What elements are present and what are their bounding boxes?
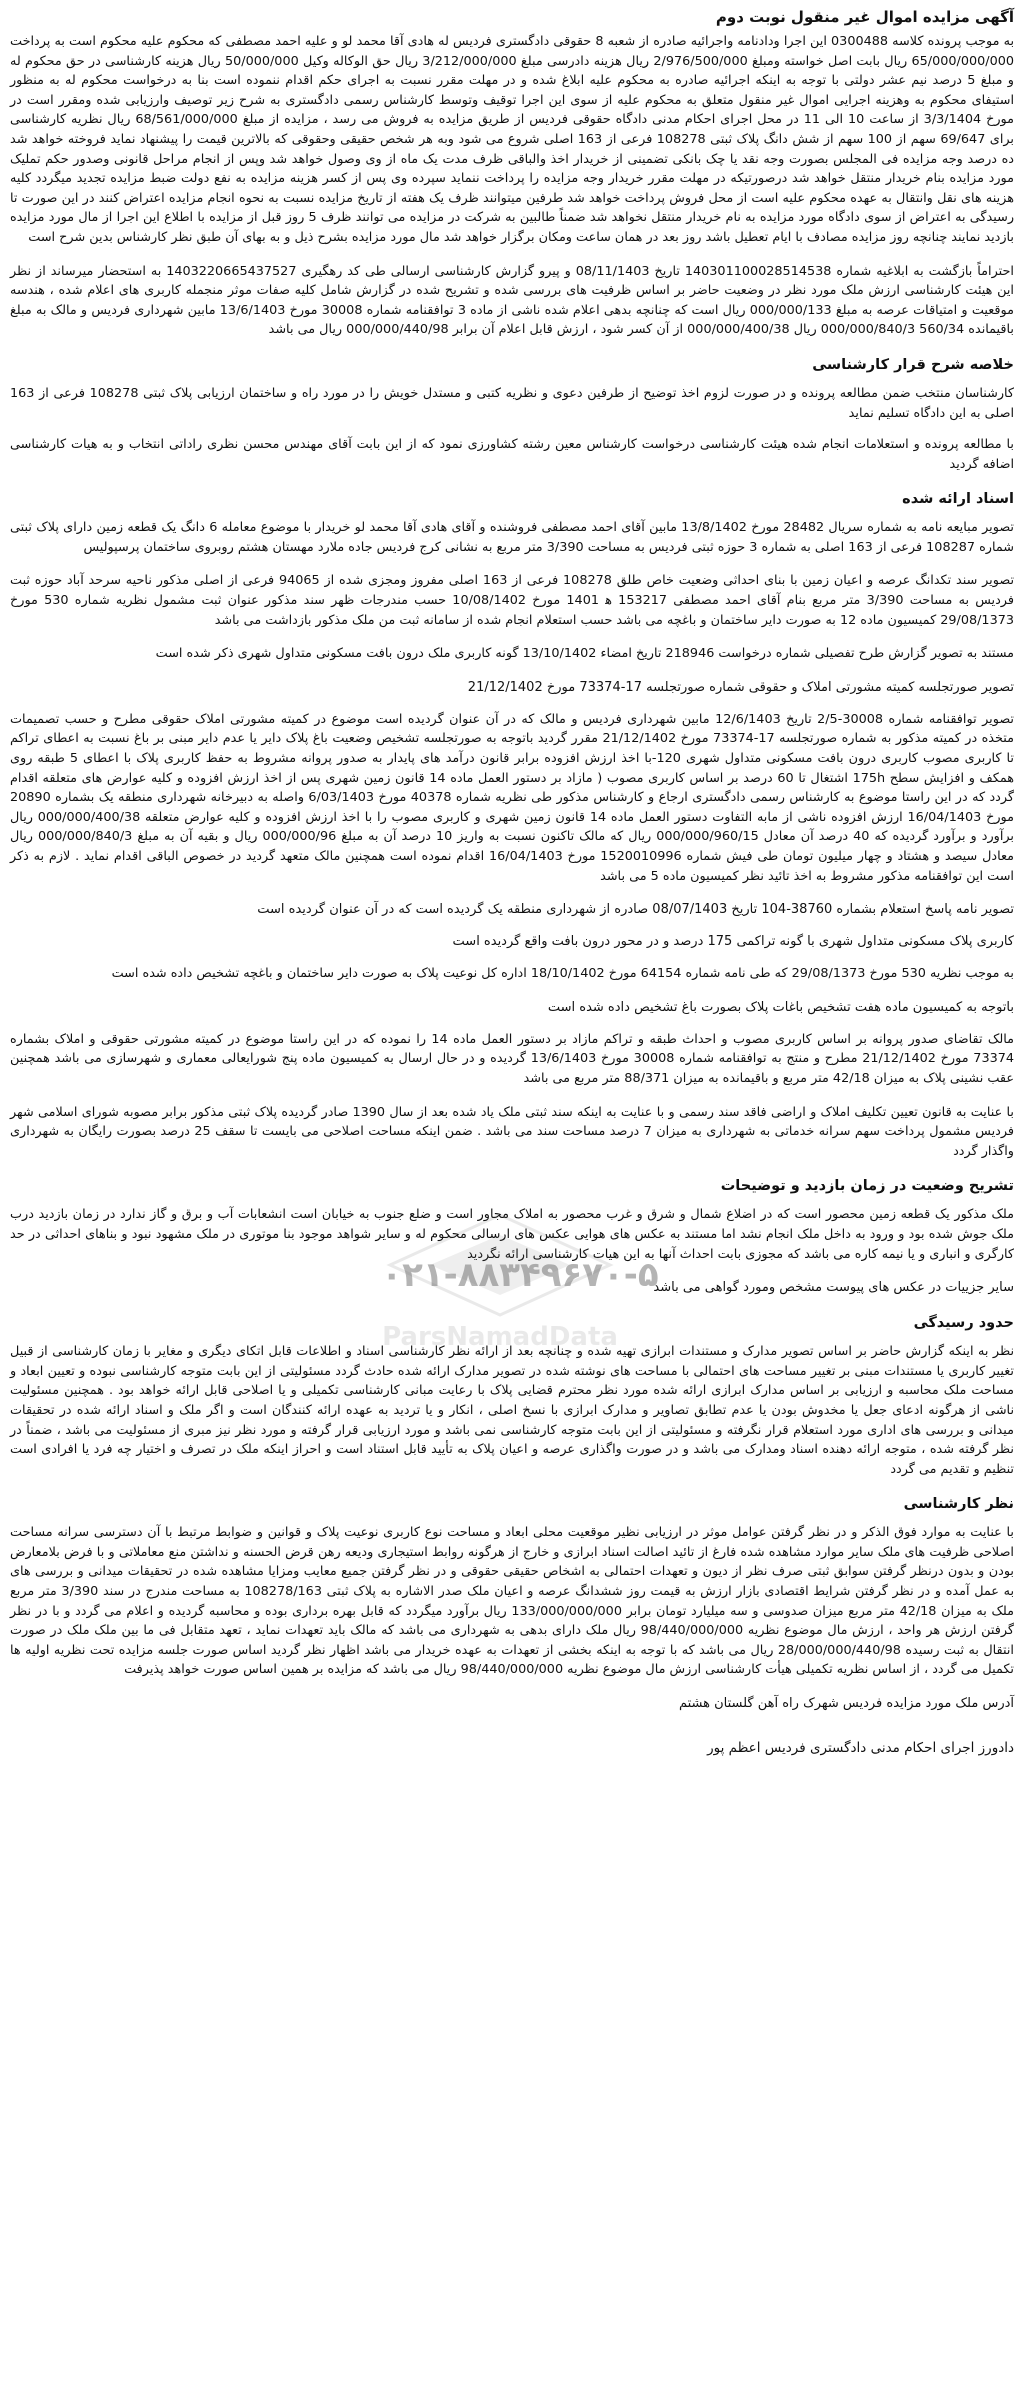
summary-paragraph: کارشناسان منتخب ضمن مطالعه پرونده و در صورت لزوم اخذ توضیح از طرفین دعوی و نظریه کتبی و مستدل خویش را در مورد راه و ساختمان ارزیابی پلاک ثبتی 108278 فرعی از 163 اصلی به این دادگاه تسلیم نماید — [10, 385, 1014, 421]
committee-paragraph: تصویر صورتجلسه کمیته مشورتی املاک و حقوقی شماره صورتجلسه 17-73374 مورخ 21/12/1402 — [467, 679, 1014, 695]
agreement-paragraph: تصویر توافقنامه شماره 30008-2/5 تاریخ 12/6/1403 مابین شهرداری فردیس و مالک که در آن عنوان گردیده است موضوع در کمیته مشورتی املاک حقوقی مطرح و حسب تصمیمات متخذه در کمیته مذکور به شماره صورتجلسه 17-73374 مورخ 21/12/1402 مقرر گردید باتوجه به صورتجلسه تشخیص وضعیت باغ پلاک دایر یا عدم دایر مبنی بر باغ نسبت به اعطای تراکم تا کاربری مصوب کاربری درون بافت مسکونی متداول شهری 120-با اخذ ارزش افزوده برابر قانون درآمد های پایدار به صدور پروانه مشروط به حفظ کاربری پلاک با اعطای 5 طبقه روی همکف و افزایش سطح 175h اشتغال تا 60 درصد بر اساس کاربری مصوب ( مازاد بر دستور العمل ماده 14 قانون زمین شهری پس از اخذ ارزش افزوده و کلیه عوارض های متعلقه اقدام گردد که در این راستا موضوع به کارشناس رسمی دادگستری ارجاع و کارشناس مذکور طی نظریه شماره 40378 مورخ 6/03/1403 واصله به دبیرخانه شهرداری منطقه یک بشماره 20890 مورخ 16/04/1403 ارزش افزوده ناشی از مابه التفاوت دستور العمل ماده 14 قانون زمین شهری و کاربری مصوب را با اخذ ارزش افزوده و کلیه عوارض متعلقه 000/000/400/38 ریال برآورد و برآورد گردیده که 40 درصد آن معادل 000/000/960/15 ریال که مالک تاکنون نسبت به واریز 10 درصد آن به مبلغ 000/000/96 ریال و بقیه آن به مبلغ 000/000/840/3 ریال معادل سیصد و هشتاد و چهار میلیون تومان طی فیش شماره 1520010996 مورخ 16/04/1403 اقدام نموده است همچنین مالک متعهد گردید در خصوص الباقی اقدام نماید . لازم به ذکر است این توافقنامه مذکور مشروط به اخذ تائید نظر کمیسیون ماده 5 می باشد — [10, 711, 1015, 884]
landuse-paragraph: کاربری پلاک مسکونی متداول شهری با گونه تراکمی 175 درصد و در محور درون بافت واقع گردیده است — [452, 934, 1014, 950]
permit-request-paragraph: مالک تقاضای صدور پروانه بر اساس کاربری مصوب و احداث طبقه و تراکم مازاد بر دستور العمل ماده 14 را نموده که در این راستا موضوع در کمیته مشورتی حقوقی و املاک بشماره 73374 مورخ 21/12/1402 مطرح و منتج به توافقنامه شماره 30008 مورخ 13/6/1403 گردیده و در حال ارسال به کمیسیون ماده پنج شورایعالی معماری و شهرسازی می باشد همچنین عقب نشینی پلاک به میزان 42/18 متر مربع و باقیمانده به میزان 88/371 متر مربع می باشد — [10, 1031, 1015, 1086]
opinion-paragraph: با عنایت به موارد فوق الذکر و در نظر گرفتن عوامل موثر در ارزیابی نظیر موقعیت محلی ابعاد و مساحت نوع کاربری نوعیت پلاک و قوانین و ضوابط مرتبط با آن دسترسی سرانه مساحت اصلاحی ظرفیت های ملک سایر موارد مشاهده شده فارغ از تائید اصالت اسناد ابرازی و خارج از هرگونه روابط استیجاری ودیعه رهن قرض الحسنه و نداشتن منع معاملاتی و با فرض بلامعارض بودن و بدون درنظر گرفتن سوابق ثبتی صرف نظر از دیون و تعهدات احتمالی به اشخاص حقیقی حقوقی و در نظر گرفتن جمیع معایب ومزایا مشاهده شده در تحقیقات میدانی و بررسی های به عمل آمده و در نظر گرفتن شرایط اقتصادی بازار ارزش به قیمت روز ششدانگ عرصه و اعیان ملک صدر الاشاره به پلاک ثبتی 108278/163 به مساحت مندرج در سند 3/390 متر مربع ملک به میزان 42/18 متر مربع میزان صدوسی و سه میلیارد تومان برابر 133/000/000/000 ریال برآورد میگردد که قابل بهره برداری بوده و محاسبه گردیده و اعلام می گردد و با در نظر گرفتن ارزش هر واحد ، ارزش مال موضوع نظریه 98/440/000/000 ریال ملک دارای بدهی به شهرداری می باشد که مالک باید تعهدات نماید ، تعهد متقابل فی ما بین ملک ملک در صورت انتقال به ثبت رسیده 28/000/000/440/98 ریال می باشد که با توجه به اینکه بخشی از تعهدات به عهده خریدار می باشد اظهار نظر گردید اساس صورت جلسه مزایده تحت نظریه اولیه ها تکمیل می گردد ، از اساس نظریه تکمیلی هیأت کارشناسی ارزش مال موضوع نظریه 98/440/000/000 ریال می باشد که مزایده بر همین اساس صورت خواهد پذیرفت — [10, 1525, 1015, 1678]
inquiry-paragraph: تصویر نامه پاسخ استعلام بشماره 38760-104 تاریخ 08/07/1403 صادره از شهرداری منطقه یک گردیده است که در آن عنوان گردیده است — [257, 902, 1014, 918]
deed-paragraph: تصویر سند تکدانگ عرصه و اعیان زمین با بنای احداثی وضعیت خاص طلق 108278 فرعی از 163 اصلی مفروز ومجزی شده از 94065 فرعی از اصلی مذکور ناحیه سرحد آباد حوزه ثبت فردیس به مساحت 3/390 متر مربع بنام آقای احمد مصطفی 153217 ه‍ 1401 مورخ 10/08/1402 حسب مندرجات ظهر سند مذکور عنوان ثبت مشمول نظریه شماره 530 مورخ 29/08/1373 کمیسیون ماده 12 به صورت دایر ساختمان و باغچه می باشد حسب استعلام انجام شده از سامانه ثبت من ملک مذکور بازداشت می باشد — [10, 573, 1015, 628]
section-title-visit: تشریح وضعیت در زمان بازدید و توضیحات — [720, 1178, 1014, 1195]
page-title: آگهی مزایده اموال غیر منقول نوبت دوم — [715, 8, 1014, 26]
garden-commission-paragraph: باتوجه به کمیسیون ماده هفت تشخیص باغات پلاک بصورت باغ تشخیص داده شده است — [547, 999, 1014, 1015]
section-title-summary: خلاصه شرح قرار کارشناسی — [812, 356, 1014, 373]
section-title-documents: اسناد ارائه شده — [902, 491, 1014, 508]
photos-paragraph: سایر جزییات در عکس های پیوست مشخص ومورد گواهی می باشد — [653, 1280, 1014, 1296]
watermark-phone: ۰۲۱-۸۸۳۴۹۶۷۰-۵ — [381, 1255, 659, 1295]
visit-paragraph: ملک مذکور یک قطعه زمین محصور است که در اضلاع شمال و شرق و غرب محصور به املاک مجاور است و ضلع جنوب به خیابان است انشعابات آب و برق و گاز ندارد در زمان بازدید درب ملک جوش شده بود و ورود به داخل ملک انجام نشد اما مستند به عکس های هوایی عکس های ارسالی محکوم له و سایر شواهد موجود بنا موتوری در ملک مشهود نبود و بناهای احداثی در حد کارگری و انباری و یا نیمه کاره می باشد که مجوزی بابت احداث آنها به این هیات کارشناسی ارائه نگردید — [10, 1207, 1014, 1262]
expert-report-paragraph: احتراماً بازگشت به ابلاغیه شماره 140301100028514538 تاریخ 08/11/1403 و پیرو گزارش کارشناسی ارسالی طی کد رهگیری 1403220665437527 به استحضار میرساند از نظر این هیئت کارشناسی ارزش ملک مورد نظر در وضعیت حاضر بر اساس ظرفیت های بررسی شده و تشریح شده در گزارش شامل کلیه صفات موثر منجمله کاربری های اعلام شده ، هندسه موقعیت و امتیاقات عرصه به مبلغ 000/000/133 ریال است که چنانچه بدهی اعلام شده ناشی از ماده 3 توافقنامه شماره 30008 مورخ 13/6/1403 مابین شهرداری فردیس و مالک به مبلغ باقیمانده 560/34 000/000/840/3 ریال 000/000/400/38 از آن کسر شود ، ارزش قابل اعلام آن برابر 000/000/440/98 ریال می باشد — [10, 263, 1015, 338]
contract-paragraph: تصویر مبایعه نامه به شماره سریال 28482 مورخ 13/8/1402 مابین آقای احمد مصطفی فروشنده و آقای هادی آقا محمد لو خریدار با موضوع معامله 6 دانگ یک قطعه زمین دارای پلاک ثبتی شماره 108287 فرعی از 163 اصلی به شماره 3 حوزه ثبتی فردیس به مساحت 3/390 متر مربع به نشانی کرج فردیس جاده ملارد مهستان هشتم روبروی ساختمان پرسپولیس — [10, 520, 1014, 555]
law-paragraph: با عنایت به قانون تعیین تکلیف املاک و اراضی فاقد سند رسمی و با عنایت به اینکه سند ثبتی ملک یاد شده بعد از سال 1390 صادر گردیده پلاک ثبتی مذکور برابر مصوبه شورای اسلامی شهر فردیس مشمول پرداخت سهم سرانه خدماتی به شهرداری به میزان 7 درصد مساحت سند می باشد . ضمن اینکه مساحت اصلاحی می بایست تا سقف 25 درصد بصورت رایگان به شهرداری واگذار گردد — [10, 1104, 1015, 1159]
opinion-530-paragraph: به موجب نظریه 530 مورخ 29/08/1373 که طی نامه شماره 64154 مورخ 18/10/1402 اداره کل نوعیت پلاک به صورت دایر ساختمان و باغچه تشخیص داده شده است — [111, 966, 1014, 982]
address-paragraph: آدرس ملک مورد مزایده فردیس شهرک راه آهن گلستان هشتم — [678, 1696, 1014, 1712]
signature: دادورز اجرای احکام مدنی دادگستری فردیس اعظم پور — [707, 1740, 1014, 1757]
review-paragraph: با مطالعه پرونده و استعلامات انجام شده هیئت کارشناسی درخواست کارشناس معین رشته کشاورزی نمود که از این بابت آقای مهندس محسن نظری راداتی انتخاب و به هیات کارشناسی اضافه گردید — [10, 437, 1014, 472]
plan-paragraph: مستند به تصویر گزارش طرح تفصیلی شماره درخواست 218946 تاریخ امضاء 13/10/1402 گونه کاربری ملک درون بافت مسکونی متداول شهری ذکر شده است — [155, 646, 1014, 662]
section-title-limits: حدود رسیدگی — [913, 1315, 1014, 1332]
section-title-opinion: نظر کارشناسی — [903, 1496, 1014, 1513]
intro-paragraph: به موجب پرونده کلاسه 0300488 این اجرا ودادنامه واجرائیه صادره از شعبه 8 حقوقی دادگستری فردیس له هادی آقا محمد لو و علیه احمد مصطفی که محکوم علیه محکوم است به پرداخت 65/000/000/000 ریال بابت اصل خواسته ومبلغ 2/976/500/000 ریال هزینه دادرسی مبلغ 3/212/000/000 ریال حق الوکاله وکیل 50/000/000 ریال هزینه کارشناسی در حق محکوم له و مبلغ 5 درصد نیم عشر دولتی با توجه به اینکه اجرائیه صادره به محکوم علیه ابلاغ شده و در مهلت مقرر نسبت به اجرای حکم اقدام ننموده است بنا به درخواست محکوم له به منظور استیفای محکوم به وهزینه اجرایی اموال غیر منقول متعلق به محکوم علیه از سوی این اجرا توقیف وتوسط کارشناس رسمی دادگستری به شرح زیر توصیف وارزیابی شده ومقرر است در مورخ 3/3/1404 از ساعت 10 الی 11 در محل اجرای احکام مدنی دادگاه حقوقی فردیس از طریق مزایده به فروش می رسد ، مزایده از مبلغ 68/561/000/000 ریال نظریه کارشناسی برای 69/647 سهم از 100 سهم از شش دانگ پلاک ثبتی 108278 فرعی از 163 اصلی شروع می شود وبه هر شخص حقیقی وحقوقی که بالاترین قیمت را پیشنهاد نماید فروخته خواهد شد ده درصد وجه مزایده فی المجلس بصورت وجه نقد یا چک بانکی تضمینی از خریدار اخذ والباقی ظرف مدت یک ماه از وی وصول خواهد شد وپس از انجام مراحل قانونی وصدور حکم تملیک مورد مزایده بنام خریدار منتقل خواهد شد درصورتیکه در مهلت مقرر خریدار وجه مزایده را پرداخت ننماید سپرده وی پس از کسر هزینه مزایده به نفع دولت ضبط مزایده تجدید میگردد کلیه هزینه های نقل وانتقال به عهده محکوم علیه است از محل فروش پرداخت خواهد شد طرفین میتوانند ظرف یک هفته از تاریخ مزایده نسبت به نحوه انجام مزایده اعتراض کنند در این صورت تا رسیدگی به اعتراض از سوی دادگاه مورد مزایده به نام خریدار منتقل نخواهد شد ضمناً طالبین به شرکت در مزایده می توانند ظرف 5 روز قبل از مزایده با اطلاع این اجرا از مال مورد مزایده بازدید نمایند چنانچه روز مزایده مصادف با ایام تعطیل باشد روز بعد در همان ساعت ومکان برگزار خواهد شد مال مورد مزایده بشرح ذیل و به بهای آن طبق نظر کارشناس بدین شرح است — [10, 34, 1015, 245]
limits-paragraph: نظر به اینکه گزارش حاضر بر اساس تصویر مدارک و مستندات ابرازی تهیه شده و چنانچه بعد از ارائه نظر کارشناسی اسناد و اطلاعات قابل اتکای دیگری و مغایر با زمان کارشناسی از قبیل تغییر کاربری یا مستندات مبنی بر تغییر مساحت های احتمالی با مساحت های نوشته شده در تصویر مدارک ارائه شده حادث گردد مسئولیتی از این بابت متوجه کارشناسی نبوده و تعیین ابعاد و مساحت ملک محاسبه و ارزیابی بر اساس مدارک ابرازی ارائه شده مورد نظر محترم قضایی پلاک با رعایت مبانی کارشناسی تکمیلی و یا اصلاحی قابل ارائه خواهد بود . همچنین مسئولیت ناشی از هرگونه ادعای جعل یا مخدوش بودن یا عدم تطابق تصاویر و مدارک ابرازی با نسخ اصلی ، انکار و یا تردید به عهده ارائه کنندگان است و اگر ملک و اسناد ارائه شده در تحقیقات میدانی و بررسی های اداری مورد استعلام قرار نگرفته و مسئولیتی از این بابت متوجه کارشناسی نمی باشد و مورد ارزیابی قرار گرفته و مورد نظر نیز مبری از مسئولیت می باشد ، ضمناً در نظر گرفته شده ، متوجه ارائه دهنده اسناد ومدارک می باشد و در صورت واگذاری عرصه و اعیان پلاک به تأیید قابل استناد است و احراز اینکه ملک در تصرف و اختیار چه فرد یا افرادی است تنظیم و تقدیم می گردد — [10, 1344, 1014, 1477]
watermark-logo-text: ParsNamadData — [382, 1322, 618, 1352]
